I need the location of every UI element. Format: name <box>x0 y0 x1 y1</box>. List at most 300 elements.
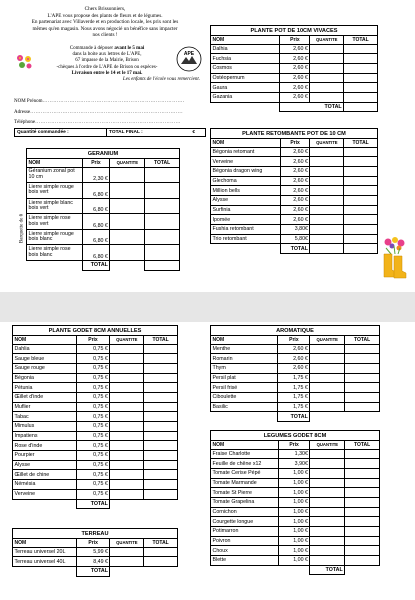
total-cell[interactable] <box>144 480 178 490</box>
total-cell[interactable] <box>345 556 380 566</box>
table-row <box>211 478 380 488</box>
total-cell[interactable] <box>345 546 380 556</box>
item-name: Tomate Cerise Pépé <box>211 468 279 478</box>
item-price: 2,60 € <box>280 54 310 64</box>
item-name: Glechoma <box>211 176 281 186</box>
item-price: 1,75 € <box>278 373 310 383</box>
item-price: 2,60 € <box>280 166 310 176</box>
item-name: Dahlia <box>13 344 77 354</box>
quantity-cell[interactable] <box>110 489 144 499</box>
item-name: Œillet d'inde <box>13 392 77 402</box>
quantity-cell[interactable] <box>310 546 345 556</box>
quantity-cell[interactable] <box>110 383 144 393</box>
phone-field[interactable]: Téléphone……………………………………………………………………… <box>14 120 181 125</box>
total-cell[interactable] <box>144 412 178 422</box>
item-name: Mimulus <box>13 422 77 432</box>
quantity-cell[interactable] <box>110 402 144 412</box>
item-price: 0,75 € <box>76 431 110 441</box>
quantity-cell[interactable] <box>310 54 344 64</box>
quantity-cell[interactable] <box>310 186 344 196</box>
item-name: Géranium zonal pot 10 cm <box>27 167 83 183</box>
table-row <box>211 147 378 157</box>
order-deadline: avant le 5 mai <box>114 46 145 51</box>
total-cell[interactable] <box>345 459 380 469</box>
col-header: QUANTITE <box>310 336 345 345</box>
total-cell[interactable] <box>345 517 380 527</box>
item-price: 1,75 € <box>278 402 310 412</box>
item-price: 1,00 € <box>278 478 310 488</box>
item-price: 0,75 € <box>76 441 110 451</box>
terreau-table <box>12 528 178 577</box>
total-cell[interactable] <box>144 431 178 441</box>
item-price: 2,60 € <box>278 344 310 354</box>
quantity-cell[interactable] <box>110 547 144 557</box>
delivery-dates: Livraison entre le 14 et le 17 mai. <box>71 70 143 76</box>
quantity-cell[interactable] <box>110 363 144 373</box>
quantity-cell[interactable] <box>310 373 345 383</box>
item-name: Terreau universel 20L <box>13 547 77 557</box>
item-price: 1,00 € <box>278 556 310 566</box>
intro-line: En partenariat avec Villaverde et en production locale, les prix sont les <box>31 19 179 26</box>
table-title: GERANIUM <box>27 149 180 159</box>
logo-text: APE <box>183 51 195 57</box>
item-name: Feuille de chêne x12 <box>211 459 279 469</box>
item-price: 1,00 € <box>278 488 310 498</box>
intro-line: L'APE vous propose des plants de fleurs et de légumes. <box>47 12 163 19</box>
customer-fields <box>14 97 204 129</box>
item-name: Némésia <box>13 480 77 490</box>
item-price: 2,60 € <box>280 92 310 102</box>
item-name: Pétunia <box>13 383 77 393</box>
item-price: 3,80€ <box>280 225 310 235</box>
total-cell[interactable] <box>345 383 380 393</box>
final-total-field[interactable] <box>107 130 205 135</box>
total-cell[interactable] <box>144 489 178 499</box>
intro-line: Chers Brissonniers, <box>84 6 126 12</box>
total-cell[interactable] <box>345 402 380 412</box>
item-name: Gazania <box>211 92 280 102</box>
quantity-cell[interactable] <box>110 392 144 402</box>
col-header: TOTAL <box>345 336 380 345</box>
total-cell[interactable] <box>144 557 178 567</box>
table-row <box>211 392 380 402</box>
quantity-cell[interactable] <box>110 229 145 245</box>
quantity-cell[interactable] <box>310 195 344 205</box>
item-name: Tomate Marmande <box>211 478 279 488</box>
quantity-cell[interactable] <box>310 354 345 364</box>
table-row <box>211 497 380 507</box>
quantity-cell[interactable] <box>310 234 344 244</box>
total-cell[interactable] <box>144 451 178 461</box>
table-title: PLANTE RETOMBANTE POT DE 10 CM <box>211 129 378 139</box>
col-header: Prix <box>76 336 110 345</box>
total-cell[interactable] <box>345 354 380 364</box>
total-cell[interactable] <box>344 195 378 205</box>
item-price: 2,60 € <box>280 186 310 196</box>
col-header: TOTAL <box>344 139 378 148</box>
total-cell[interactable] <box>344 215 378 225</box>
item-name: Blette <box>211 556 279 566</box>
quantity-cell[interactable] <box>310 402 345 412</box>
quantity-cell[interactable] <box>310 44 344 54</box>
total-cell[interactable] <box>344 157 378 167</box>
item-price: 2,60 € <box>278 354 310 364</box>
item-name: Sauge bleue <box>13 354 77 364</box>
total-cell[interactable] <box>344 73 378 83</box>
item-price: 0,75 € <box>76 489 110 499</box>
quantity-cell[interactable] <box>110 245 145 261</box>
item-price: 1,00 € <box>278 517 310 527</box>
table-row <box>13 489 178 499</box>
item-price: 2,30 € <box>82 167 110 183</box>
item-price: 2,60 € <box>280 215 310 225</box>
total-cell[interactable] <box>345 497 380 507</box>
total-cell[interactable] <box>344 225 378 235</box>
quantity-cell[interactable] <box>310 176 344 186</box>
col-header: Prix <box>280 36 310 45</box>
total-cell[interactable] <box>344 147 378 157</box>
table-row <box>27 214 180 230</box>
total-cell[interactable] <box>145 183 180 199</box>
quantity-cell[interactable] <box>110 460 144 470</box>
quantity-cell[interactable] <box>310 488 345 498</box>
table-row <box>13 373 178 383</box>
item-name: Bégonia dragon wing <box>211 166 281 176</box>
order-totals-bar <box>14 128 206 137</box>
address-field[interactable]: Adresse…………………………………………………………………………. <box>14 109 183 115</box>
col-header: TOTAL <box>345 441 380 450</box>
table-row <box>211 527 380 537</box>
quantity-cell[interactable] <box>310 392 345 402</box>
quantity-cell[interactable] <box>310 83 344 93</box>
table-row <box>13 441 178 451</box>
col-header: Prix <box>278 441 310 450</box>
table-row <box>27 198 180 214</box>
table-title: PLANTE POT DE 10CM VIVACES <box>211 26 378 36</box>
table-row <box>211 83 378 93</box>
table-row <box>211 215 378 225</box>
quantity-cell[interactable] <box>310 556 345 566</box>
total-cell[interactable] <box>144 547 178 557</box>
item-price: 0,75 € <box>76 392 110 402</box>
col-header: NOM <box>211 441 279 450</box>
item-name: Lierre simple rose bois blanc <box>27 245 83 261</box>
table-title: LEGUMES GODET 8CM <box>211 431 380 441</box>
total-cell[interactable] <box>345 468 380 478</box>
quantity-cell[interactable] <box>310 92 344 102</box>
total-cell[interactable] <box>144 402 178 412</box>
total-cell[interactable] <box>344 176 378 186</box>
table-row <box>211 195 378 205</box>
col-header: TOTAL <box>144 539 178 548</box>
total-cell[interactable] <box>344 234 378 244</box>
quantity-cell[interactable] <box>310 459 345 469</box>
total-cell[interactable] <box>344 83 378 93</box>
quantity-cell[interactable] <box>110 412 144 422</box>
item-name: Courgette longue <box>211 517 279 527</box>
item-price: 1,00 € <box>278 468 310 478</box>
total-cell[interactable] <box>344 205 378 215</box>
item-price: 1,75 € <box>278 383 310 393</box>
quantity-cell[interactable] <box>110 441 144 451</box>
table-row <box>211 344 380 354</box>
total-cell[interactable] <box>345 478 380 488</box>
total-cell[interactable] <box>145 229 180 245</box>
item-price: 0,75 € <box>76 451 110 461</box>
total-cell[interactable] <box>144 422 178 432</box>
total-cell[interactable] <box>344 63 378 73</box>
quantity-cell[interactable] <box>310 478 345 488</box>
item-price: 2,60 € <box>280 83 310 93</box>
table-row <box>27 245 180 261</box>
item-price: 2,60 € <box>280 176 310 186</box>
order-form-page-2 <box>0 322 415 600</box>
item-price: 1,75 € <box>278 392 310 402</box>
total-cell[interactable] <box>344 186 378 196</box>
quantity-cell[interactable] <box>110 167 145 183</box>
total-cell[interactable] <box>145 214 180 230</box>
item-name: Choux <box>211 546 279 556</box>
name-field[interactable]: NOM Prénom……………………………………………………………………. <box>14 99 185 104</box>
item-price: 0,75 € <box>76 383 110 393</box>
final-total-label: TOTAL FINAL : <box>109 130 143 135</box>
quantity-cell[interactable] <box>310 147 344 157</box>
item-price: 0,75 € <box>76 344 110 354</box>
geranium-table <box>26 148 180 271</box>
total-cell[interactable] <box>144 441 178 451</box>
quantity-cell[interactable] <box>110 344 144 354</box>
col-header: Prix <box>280 139 310 148</box>
intro-line: mêmes qu'en magasin. Nous avons négocié un bénéfice sans impacter <box>32 25 178 32</box>
table-row <box>211 556 380 566</box>
quantity-cell[interactable] <box>110 422 144 432</box>
item-price: 1,00 € <box>278 527 310 537</box>
total-label: TOTAL <box>310 565 345 575</box>
item-name: Cornichon <box>211 507 279 517</box>
col-header: Prix <box>278 336 310 345</box>
table-row <box>13 344 178 354</box>
item-name: Basilic <box>211 402 278 412</box>
total-cell[interactable] <box>345 373 380 383</box>
quantity-cell[interactable] <box>310 468 345 478</box>
quantity-cell[interactable] <box>310 383 345 393</box>
total-cell[interactable] <box>144 383 178 393</box>
table-row <box>211 157 378 167</box>
total-cell[interactable] <box>145 245 180 261</box>
item-name: Bégonia <box>13 373 77 383</box>
quantity-cell[interactable] <box>110 183 145 199</box>
item-name: Terreau universel 40L <box>13 557 77 567</box>
item-name: Persil frisé <box>211 383 278 393</box>
total-cell[interactable] <box>344 54 378 64</box>
total-cell[interactable] <box>144 460 178 470</box>
quantity-cell[interactable] <box>310 536 345 546</box>
total-cell[interactable] <box>144 363 178 373</box>
section-quantity-cell[interactable] <box>310 244 344 254</box>
section-total-cell[interactable] <box>344 102 378 112</box>
quantity-ordered-field[interactable] <box>15 129 107 136</box>
quantity-cell[interactable] <box>310 205 344 215</box>
quantity-cell[interactable] <box>110 470 144 480</box>
total-cell[interactable] <box>345 527 380 537</box>
col-header: Prix <box>76 539 110 548</box>
quantity-cell[interactable] <box>310 166 344 176</box>
item-price: 2,60 € <box>278 363 310 373</box>
barquette-label: Barquette de 6 <box>19 213 25 244</box>
rain-boots-icon <box>380 236 408 280</box>
item-name: Persil plat <box>211 373 278 383</box>
table-row <box>13 470 178 480</box>
item-price: 0,75 € <box>76 470 110 480</box>
table-row <box>13 354 178 364</box>
total-cell[interactable] <box>144 470 178 480</box>
col-header: QUANTITE <box>110 159 145 168</box>
item-name: Lierre simple rouge bois blanc <box>27 229 83 245</box>
intro-line: nos clients ! <box>92 32 118 39</box>
quantity-cell[interactable] <box>310 363 345 373</box>
address-label: Adresse <box>14 109 31 115</box>
total-label: TOTAL <box>278 412 310 422</box>
quantity-cell[interactable] <box>310 344 345 354</box>
table-row <box>211 54 378 64</box>
item-price: 8,49 € <box>76 557 110 567</box>
quantity-cell[interactable] <box>110 373 144 383</box>
item-name: Million bells <box>211 186 281 196</box>
quantity-cell[interactable] <box>310 157 344 167</box>
item-price: 0,75 € <box>76 354 110 364</box>
total-cell[interactable] <box>345 344 380 354</box>
item-price: 2,60 € <box>280 195 310 205</box>
total-cell[interactable] <box>145 198 180 214</box>
thanks-line: Les enfants de l'école vous remercient. <box>122 77 200 83</box>
total-cell[interactable] <box>344 44 378 54</box>
table-row <box>13 383 178 393</box>
col-header: NOM <box>13 539 77 548</box>
table-row <box>211 459 380 469</box>
total-cell[interactable] <box>345 363 380 373</box>
table-row <box>27 167 180 183</box>
total-cell[interactable] <box>345 488 380 498</box>
total-cell[interactable] <box>345 392 380 402</box>
col-header: NOM <box>211 139 281 148</box>
quantity-cell[interactable] <box>110 557 144 567</box>
quantity-cell[interactable] <box>110 431 144 441</box>
quantity-cell[interactable] <box>310 527 345 537</box>
table-row <box>211 402 380 412</box>
total-cell[interactable] <box>345 536 380 546</box>
table-row <box>211 536 380 546</box>
total-cell[interactable] <box>144 373 178 383</box>
total-cell[interactable] <box>144 392 178 402</box>
quantity-cell[interactable] <box>310 517 345 527</box>
col-header: NOM <box>211 336 278 345</box>
item-price: 0,75 € <box>76 460 110 470</box>
quantity-cell[interactable] <box>310 73 344 83</box>
total-cell[interactable] <box>145 167 180 183</box>
total-label: TOTAL <box>82 261 110 271</box>
table-row <box>211 468 380 478</box>
table-row <box>211 363 380 373</box>
total-cell[interactable] <box>144 354 178 364</box>
section-total-cell[interactable] <box>145 261 180 271</box>
quantity-cell[interactable] <box>110 354 144 364</box>
col-header: QUANTITE <box>310 36 344 45</box>
item-name: Fushia retombant <box>211 225 281 235</box>
item-name: Trio retombant <box>211 234 281 244</box>
table-row <box>211 225 378 235</box>
item-price: 2,60 € <box>280 157 310 167</box>
table-row <box>13 392 178 402</box>
quantity-cell[interactable] <box>310 497 345 507</box>
table-row <box>13 451 178 461</box>
total-cell[interactable] <box>144 344 178 354</box>
table-row <box>211 186 378 196</box>
item-name: Œillet de chine <box>13 470 77 480</box>
quantity-cell[interactable] <box>310 507 345 517</box>
item-name: Potimarron <box>211 527 279 537</box>
table-row <box>27 229 180 245</box>
col-header: QUANTITE <box>310 441 345 450</box>
col-header: QUANTITE <box>310 139 344 148</box>
total-cell[interactable] <box>345 449 380 459</box>
annuelles-table <box>12 325 178 509</box>
item-name: Romarin <box>211 354 278 364</box>
quantity-cell[interactable] <box>110 480 144 490</box>
vivaces-table <box>210 25 378 112</box>
item-name: Impatiens <box>13 431 77 441</box>
order-line: -chèques à l'ordre de L'APE de Brison ou espèces- <box>56 64 158 70</box>
item-name: Lierre simple blanc bois vert <box>27 198 83 214</box>
table-row <box>211 73 378 83</box>
page-separator <box>0 292 415 322</box>
name-label: NOM Prénom <box>14 99 43 104</box>
item-name: Tomate St Pierre <box>211 488 279 498</box>
quantity-cell[interactable] <box>110 198 145 214</box>
quantity-cell[interactable] <box>310 215 344 225</box>
item-name: Tabac <box>13 412 77 422</box>
item-price: 5,99 € <box>76 547 110 557</box>
item-price: 0,75 € <box>76 480 110 490</box>
order-instructions <box>14 46 200 83</box>
quantity-cell[interactable] <box>310 449 345 459</box>
item-name: Muflier <box>13 402 77 412</box>
quantity-cell[interactable] <box>110 451 144 461</box>
table-title: AROMATIQUE <box>211 326 380 336</box>
table-row <box>13 422 178 432</box>
table-row <box>211 383 380 393</box>
total-cell[interactable] <box>344 166 378 176</box>
quantity-cell[interactable] <box>110 214 145 230</box>
item-name: Poivron <box>211 536 279 546</box>
quantity-cell[interactable] <box>310 225 344 235</box>
item-name: Tomate Grapelina <box>211 497 279 507</box>
item-name: Fuchsia <box>211 54 280 64</box>
order-line: Commande à déposer <box>69 46 114 51</box>
quantity-cell[interactable] <box>310 63 344 73</box>
col-header: NOM <box>27 159 83 168</box>
total-cell[interactable] <box>344 92 378 102</box>
item-price: 2,60 € <box>280 63 310 73</box>
table-row <box>211 373 380 383</box>
table-row <box>211 488 380 498</box>
section-total-cell[interactable] <box>344 244 378 254</box>
item-name: Menthe <box>211 344 278 354</box>
currency-symbol: € <box>192 130 195 135</box>
col-header: TOTAL <box>144 336 178 345</box>
retombante-table <box>210 128 378 254</box>
total-cell[interactable] <box>345 507 380 517</box>
item-name: Ciboulette <box>211 392 278 402</box>
